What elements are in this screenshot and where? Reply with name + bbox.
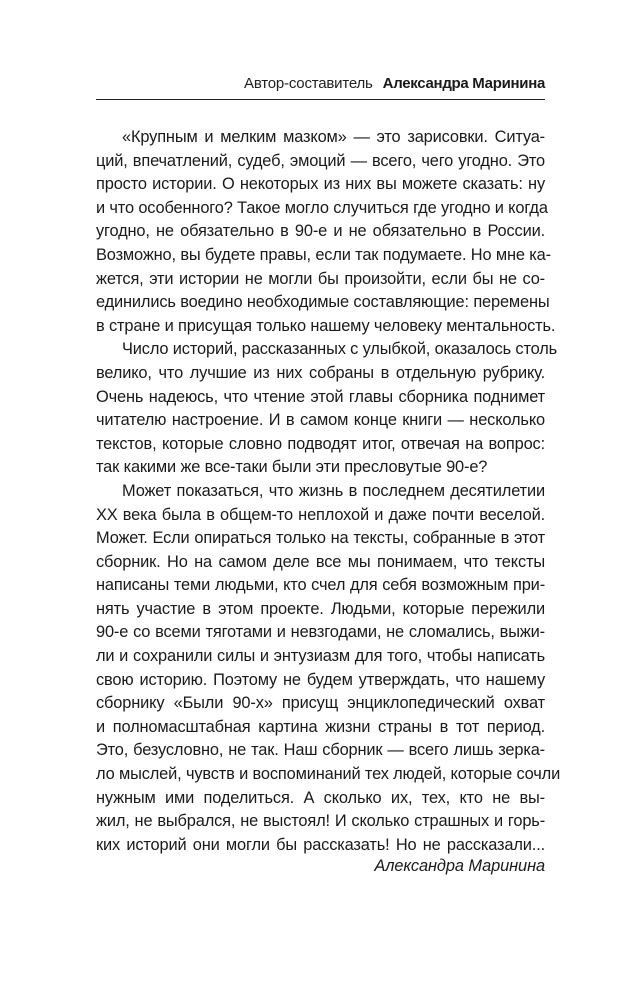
author-name: Александра Маринина <box>382 75 545 92</box>
signature: Александра Маринина <box>374 857 545 875</box>
text-line: сборнику «Были 90-х» присущ энциклопедический охват <box>96 694 545 713</box>
text-line: ких историй они могли бы рассказать! Но не рассказали... <box>96 835 545 854</box>
text-line: Может. Если опираться только на тексты, собранные в этот <box>96 529 545 548</box>
text-line: нужным ими поделиться. А сколько их, тех, кто не вы- <box>96 788 545 807</box>
text-line: написаны теми людьми, кто счел для себя возможным при- <box>96 576 545 595</box>
text-line: читателю настроение. И в самом конце книги — несколько <box>96 411 545 430</box>
text-line: в стране и присущая только нашему человеку ментальность. <box>96 316 556 335</box>
text-line: Может показаться, что жизнь в последнем десятилетии <box>122 481 545 500</box>
text-line: Число историй, рассказанных с улыбкой, оказалось столь <box>122 340 558 359</box>
text-line: «Крупным и мелким мазком» — это зарисовки. Ситуа- <box>122 128 545 146</box>
text-line: просто истории. О некоторых из них вы можете сказать: ну <box>96 175 545 194</box>
text-line: угодно, не обязательно в 90-е и не обязательно в России. <box>96 222 545 241</box>
text-line: нять участие в этом проекте. Людьми, которые пережили <box>96 599 545 618</box>
text-line: Очень надеюсь, что чтение этой главы сборника поднимет <box>96 387 545 406</box>
text-line: 90-е со всеми тяготами и невзгодами, не сломались, выжи- <box>96 623 545 642</box>
text-line: XX века была в общем-то неплохой и даже почти веселой. <box>96 505 545 524</box>
text-line: ций, впечатлений, судеб, эмоций — всего, чего угодно. Это <box>96 151 545 170</box>
running-head <box>96 74 545 94</box>
text-line: единились воедино необходимые составляющие: перемены <box>96 293 550 312</box>
text-line: ло мыслей, чувств и воспоминаний тех людей, которые сочли <box>96 765 561 784</box>
text-line: и полномасштабная картина жизни страны в тот период. <box>96 717 545 736</box>
text-line: жется, эти истории не могли бы произойти, если бы не со- <box>96 269 545 288</box>
text-line: так какими же все-таки были эти пресловутые 90-е? <box>96 458 488 477</box>
text-line: Возможно, вы будете правы, если так подумаете. Но мне ка- <box>96 245 551 264</box>
body-text <box>96 126 561 857</box>
text-line: свою историю. Поэтому не будем утверждать, что нашему <box>96 670 545 689</box>
text-line: Это, безусловно, не так. Наш сборник — всего лишь зерка- <box>96 741 545 760</box>
text-line: текстов, которые словно подводят итог, отвечая на вопрос: <box>96 434 545 453</box>
text-line: ли и сохранили силы и энтузиазм для того, чтобы написать <box>96 647 545 666</box>
text-line: жил, не выбрался, не выстоял! И сколько страшных и горь- <box>96 812 545 831</box>
text-line: велико, что лучшие из них собраны в отдельную рубрику. <box>96 363 545 382</box>
text-line: и что особенного? Такое могло случиться где угодно и когда <box>96 198 548 217</box>
author-role-label: Автор-составитель <box>244 75 373 92</box>
text-line: сборник. Но на самом деле все мы понимаем, что тексты <box>96 552 545 571</box>
header-divider <box>96 99 545 100</box>
